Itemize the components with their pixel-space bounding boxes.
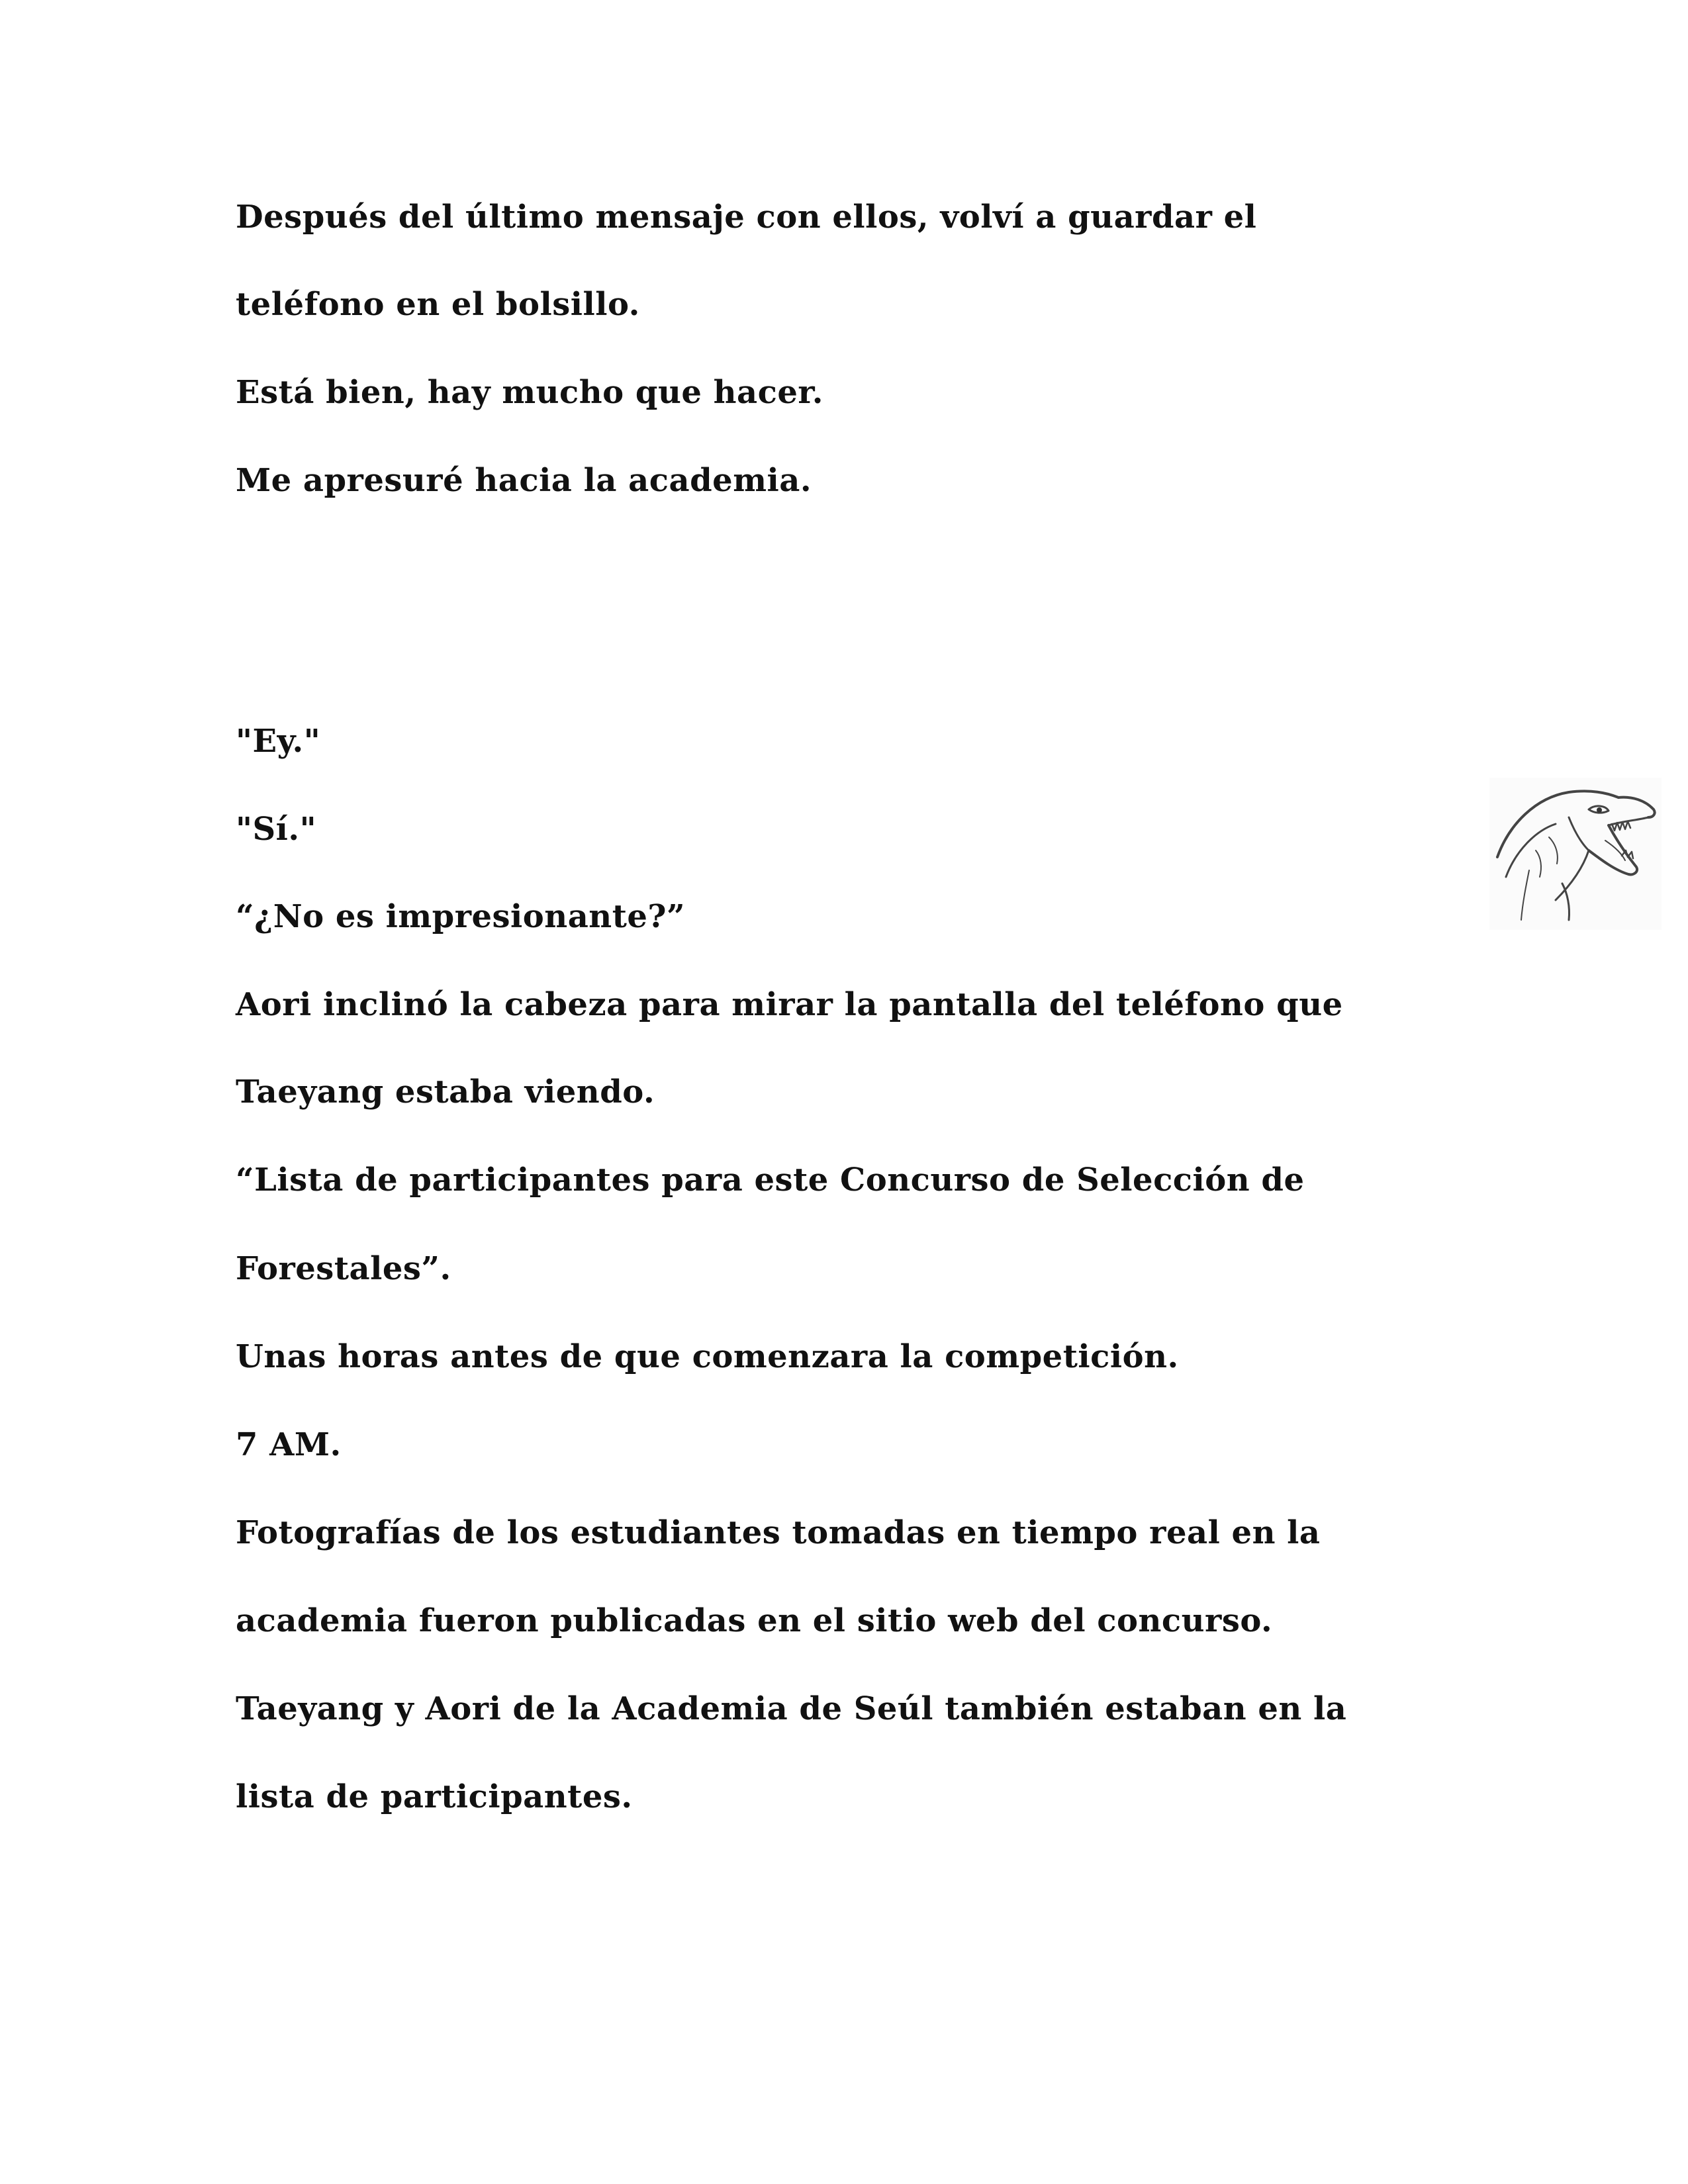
text-line: teléfono en el bolsillo. (236, 286, 640, 323)
text-line: academia fueron publicadas en el sitio web del concurso. (236, 1602, 1273, 1639)
text-line: “¿No es impresionante?” (236, 898, 686, 935)
text-line: Taeyang y Aori de la Academia de Seúl también estaban en la (236, 1690, 1347, 1727)
text-line: Me apresuré hacia la academia. (236, 462, 812, 499)
text-line: Fotografías de los estudiantes tomadas en tiempo real en la (236, 1514, 1321, 1551)
text-line: 7 AM. (236, 1426, 342, 1463)
text-line: Después del último mensaje con ellos, volví a guardar el (236, 199, 1257, 236)
text-line: "Ey." (236, 723, 321, 760)
text-line: Forestales”. (236, 1250, 451, 1287)
dinosaur-head-icon (1489, 778, 1662, 930)
text-line: Unas horas antes de que comenzara la competición. (236, 1338, 1179, 1375)
text-line: lista de participantes. (236, 1778, 633, 1815)
text-line: Está bien, hay mucho que hacer. (236, 374, 823, 411)
text-line: "Sí." (236, 811, 317, 848)
text-line: Aori inclinó la cabeza para mirar la pantalla del teléfono que (236, 986, 1343, 1023)
text-line: Taeyang estaba viendo. (236, 1073, 655, 1111)
text-line: “Lista de participantes para este Concurso de Selección de (236, 1161, 1305, 1199)
